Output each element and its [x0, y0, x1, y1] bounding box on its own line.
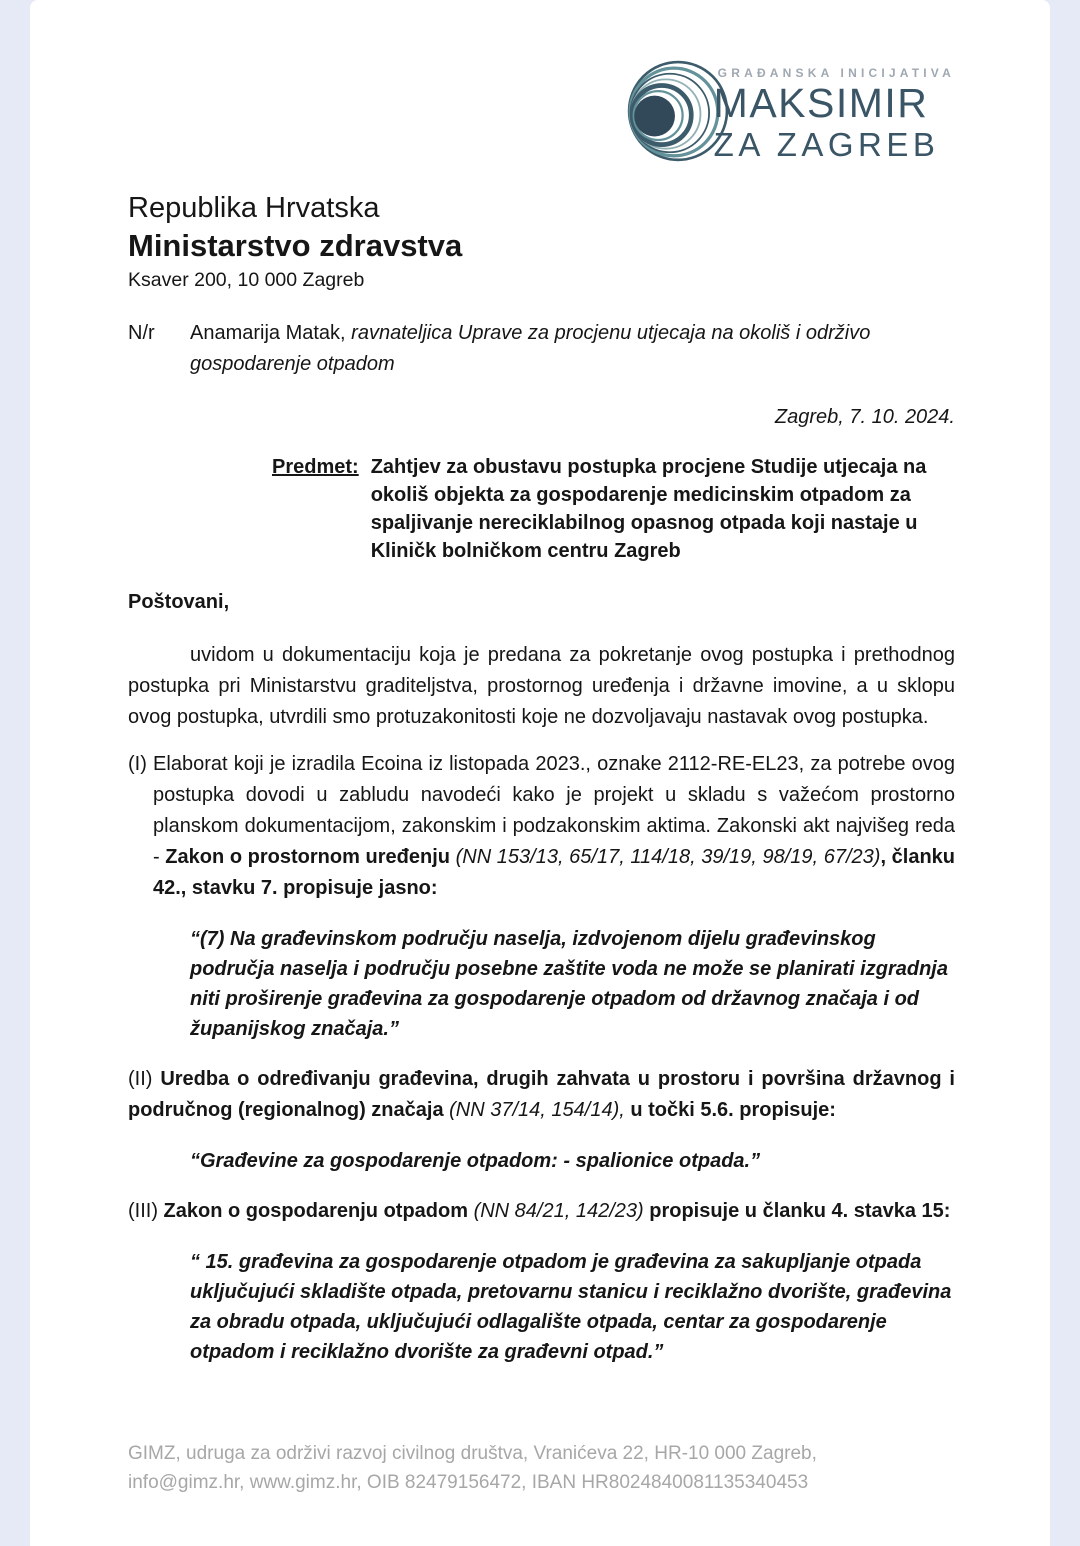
- item-3-article-ref: propisuje u članku 4. stavka 15:: [643, 1199, 951, 1222]
- subject-block: [272, 453, 955, 565]
- logo-tagline: GRAĐANSKA INICIJATIVA: [717, 65, 955, 80]
- logo-title: MAKSIMIR: [713, 79, 929, 126]
- dateline: Zagreb, 7. 10. 2024.: [774, 405, 955, 428]
- item-1-law-name: Zakon o prostornom uređenju: [165, 845, 456, 868]
- recipient-role: ravnateljica Uprave za procjenu utjecaja na okoliš i održivo gospodarenje otpadom: [190, 321, 871, 375]
- salutation: Poštovani,: [128, 590, 230, 613]
- legal-item-3: [128, 1196, 955, 1227]
- legal-item-2: [128, 1064, 955, 1126]
- footer: [128, 1387, 955, 1498]
- item-1-lead: Elaborat koji je izradila Ecoina iz listopada 2023., oznake 2112-RE-EL23, za potrebe ovog postupka dovodi u zabludu navodeći kako je projekt u skladu s važećom prostorno planskom dokumentacijom, zakonskim i podzakonskim aktima. Zakonski akt najvišeg reda -: [146, 752, 955, 868]
- recipient-label: N/r: [128, 321, 155, 344]
- item-2-law-name: Uredba o određivanju građevina, drugih zahvata u prostoru i površina državnog i područnog (regionalnog) značaja: [128, 1067, 955, 1121]
- footer-line-2: info@gimz.hr, www.gimz.hr, OIB 82479156472, IBAN HR8024840081135340453: [128, 1472, 809, 1494]
- item-1-marker: (I): [128, 752, 147, 775]
- subject-label: Predmet:: [272, 455, 359, 478]
- letter-body: [128, 318, 955, 1387]
- letterhead-logo-row: [128, 60, 955, 166]
- header-country: Republika Hrvatska: [128, 192, 380, 224]
- footer-line-1: GIMZ, udruga za održivi razvoj civilnog društva, Vranićeva 22, HR-10 000 Zagreb,: [128, 1442, 817, 1464]
- recipient-line: [128, 318, 955, 380]
- quote-paragraph-1: “(7) Na građevinskom području naselja, izdvojenom dijelu građevinskog područja naselja i području posebne zaštite voda ne može se planirati izgradnja niti proširenje građevina za gospodarenje otpadom od državnog značaja i od županijskog značaja.”: [190, 927, 948, 1040]
- letterhead: [128, 192, 955, 292]
- logo-subtitle: ZA ZAGREB: [713, 125, 940, 163]
- item-2-gazette-refs: (NN 37/14, 154/14),: [449, 1098, 625, 1121]
- letterhead-logo: [624, 60, 955, 166]
- item-3-law-name: Zakon o gospodarenju otpadom: [158, 1199, 474, 1222]
- quote-paragraph-2: “Građevine za gospodarenje otpadom: - spalionice otpada.”: [190, 1149, 761, 1172]
- recipient-text: [190, 318, 955, 380]
- item-2-article-ref: u točki 5.6. propisuje:: [624, 1098, 836, 1121]
- intro-paragraph: uvidom u dokumentaciju koja je predana za pokretanje ovog postupka i prethodnog postupka pri Ministarstvu graditeljstva, prostornog uređenja i državne imovine, a u sklopu ovog postupka, utvrdili smo protuzakonitosti koje ne dozvoljavaju nastavak ovog postupka.: [128, 643, 955, 728]
- header-ministry: Ministarstvo zdravstva: [128, 228, 463, 264]
- header-address: Ksaver 200, 10 000 Zagreb: [128, 268, 365, 291]
- item-3-marker: (III): [128, 1199, 158, 1222]
- legal-item-1: [128, 749, 955, 904]
- subject-text: Zahtjev za obustavu postupka procjene Studije utjecaja na okoliš objekta za gospodarenje medicinskim otpadom za spaljivanje nereciklabilnog opasnog otpada koji nastaje u Kliničk bolničkom centru Zagreb: [370, 455, 927, 562]
- letter-page: [30, 0, 1050, 1546]
- recipient-name: Anamarija Matak,: [190, 321, 352, 344]
- item-1-article-ref: , članku 42., stavku 7. propisuje jasno:: [153, 845, 955, 899]
- item-3-gazette-refs: (NN 84/21, 142/23): [473, 1199, 644, 1222]
- item-2-marker: (II): [128, 1067, 153, 1090]
- item-1-gazette-refs: (NN 153/13, 65/17, 114/18, 39/19, 98/19, 67/23): [455, 845, 881, 868]
- quote-paragraph-3: “ 15. građevina za gospodarenje otpadom je građevina za sakupljanje otpada uključujući skladište otpada, pretovarnu stanicu i reciklažno dvorište, građevina za obradu otpada, uključujući odlagalište otpada, centar za gospodarenje otpadom i reciklažno dvorište za građevni otpad.”: [190, 1250, 952, 1363]
- logo-text-block: [714, 66, 955, 161]
